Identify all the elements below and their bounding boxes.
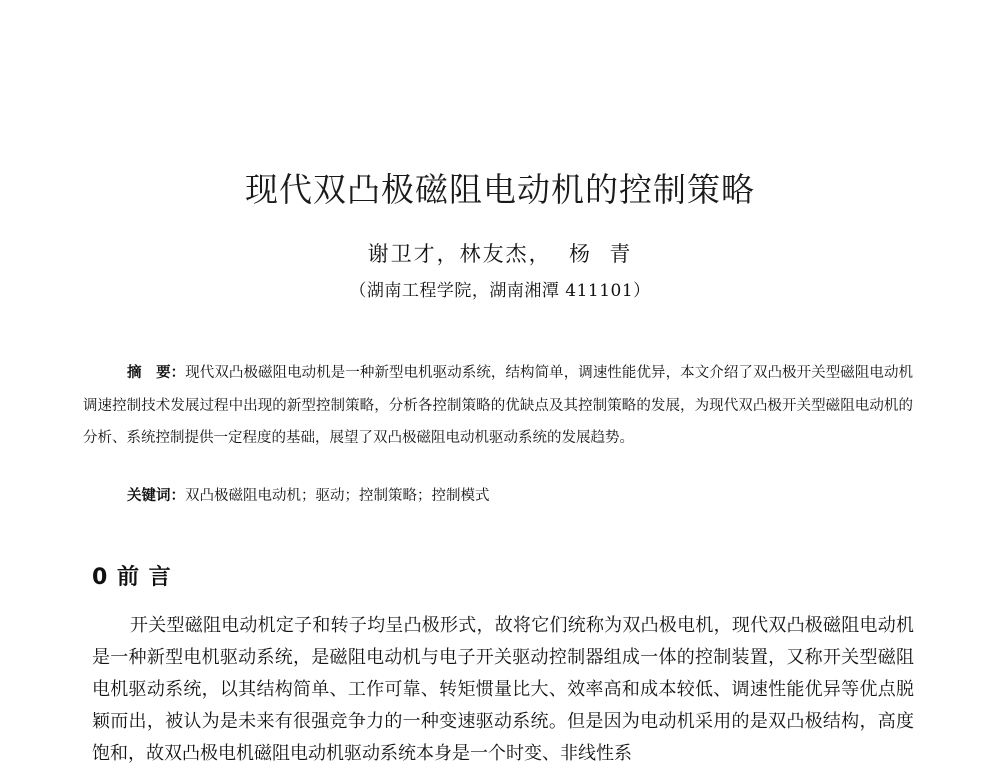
body-paragraph: 开关型磁阻电动机定子和转子均呈凸极形式，故将它们统称为双凸极电机，现代双凸极磁阻电动机是一种新型电机驱动系统，是磁阻电动机与电子开关驱动控制器组成一体的控制装置，又称开关型磁阻电机驱动系统，以其结构简单、工作可靠、转矩惯量比大、效率高和成本较低、调速性能优异等优点脱颖而出，被认为是未来有很强竞争力的一种变速驱动系统。但是因为电动机采用的是双凸极结构，高度饱和，故双凸极电机磁阻电动机驱动系统本身是一个时变、非线性系 — [92, 615, 914, 764]
paper-authors: 谢卫才，林友杰， 杨 青 — [367, 242, 633, 266]
paper-affiliation: （湖南工程学院，湖南湘潭 411101） — [349, 281, 651, 301]
keywords-text: 双凸极磁阻电动机；驱动；控制策略；控制模式 — [185, 488, 490, 504]
abstract-text: 现代双凸极磁阻电动机是一种新型电机驱动系统，结构简单，调速性能优异，本文介绍了双凸极开关型磁阻电动机调速控制技术发展过程中出现的新型控制策略，分析各控制策略的优缺点及其控制策略的发展，为现代双凸极开关型磁阻电动机的分析、系统控制提供一定程度的基础，展望了双凸极磁阻电动机驱动系统的发展趋势。 — [83, 365, 914, 446]
paper-title: 现代双凸极磁阻电动机的控制策略 — [245, 170, 755, 209]
abstract-block — [83, 357, 913, 455]
abstract-label: 摘 要： — [127, 365, 186, 381]
keywords-label: 关键词： — [127, 488, 185, 504]
section-heading: 0 前 言 — [92, 565, 172, 590]
keywords-block — [127, 484, 907, 508]
